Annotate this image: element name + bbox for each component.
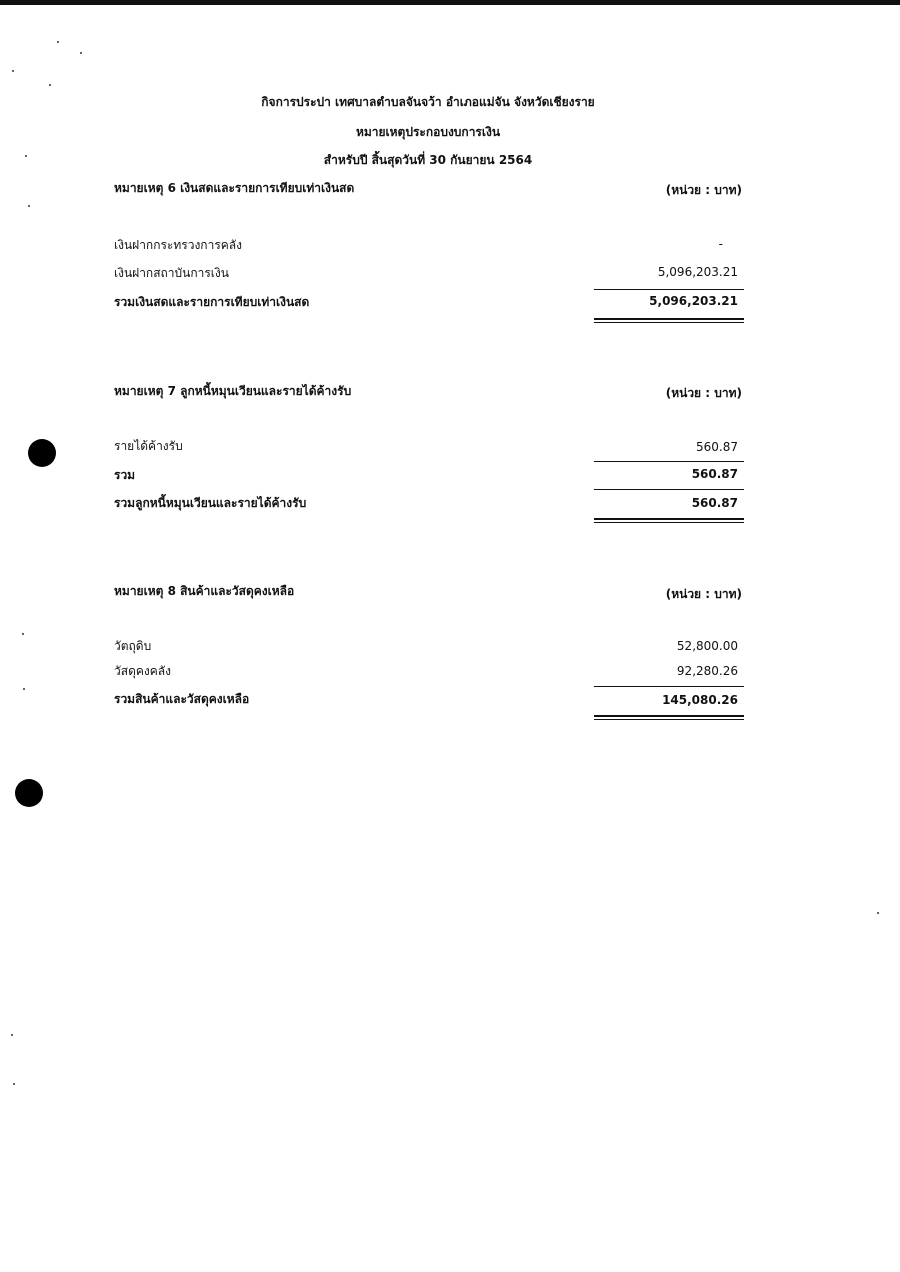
scan-speck — [57, 41, 59, 43]
scan-speck — [877, 912, 879, 914]
note-6-sum-rule — [594, 289, 744, 290]
note-6-row-treasury-value: - — [718, 237, 723, 251]
note-7-row-accrued-value: 560.87 — [696, 440, 738, 454]
note-7-title: หมายเหตุ 7 ลูกหนี้หมุนเวียนและรายได้ค้างรับ — [114, 384, 352, 398]
note-7-total-rule — [594, 489, 744, 490]
scan-speck — [80, 52, 82, 54]
note-7-total-label: รวมลูกหนี้หมุนเวียนและรายได้ค้างรับ — [114, 496, 307, 510]
note-7-subtotal-value: 560.87 — [691, 467, 738, 481]
note-8-row-rawmaterial-value: 52,800.00 — [676, 639, 738, 653]
note-7-row-accrued-label: รายได้ค้างรับ — [114, 439, 183, 453]
note-8-total-double-rule — [594, 715, 744, 720]
scan-speck — [49, 84, 51, 86]
document-title-org: กิจการประปา เทศบาลตำบลจันจว้า อำเภอแม่จัน จังหวัดเชียงราย — [261, 95, 595, 109]
note-6-title: หมายเหตุ 6 เงินสดและรายการเทียบเท่าเงินสด — [114, 181, 355, 195]
note-8-unit: (หน่วย : บาท) — [665, 587, 742, 601]
scan-top-edge — [0, 0, 900, 5]
note-8-row-rawmaterial-label: วัตถุดิบ — [114, 639, 152, 653]
document-title: หมายเหตุประกอบงบการเงิน — [355, 125, 501, 139]
note-6-row-treasury-label: เงินฝากกระทรวงการคลัง — [114, 238, 242, 252]
punch-hole-top — [28, 439, 56, 467]
scan-speck — [13, 1083, 15, 1085]
scan-speck — [11, 1034, 13, 1036]
note-8-total-value: 145,080.26 — [662, 693, 738, 707]
note-8-title: หมายเหตุ 8 สินค้าและวัสดุคงเหลือ — [114, 584, 295, 598]
note-6-row-bank-label: เงินฝากสถาบันการเงิน — [114, 266, 229, 280]
note-7-total-double-rule — [594, 518, 744, 523]
note-6-total-label: รวมเงินสดและรายการเทียบเท่าเงินสด — [114, 295, 310, 309]
note-7-unit: (หน่วย : บาท) — [665, 386, 742, 400]
document-period: สำหรับปี สิ้นสุดวันที่ 30 กันยายน 2564 — [323, 153, 533, 167]
note-7-total-value: 560.87 — [691, 496, 738, 510]
scan-speck — [28, 205, 30, 207]
note-8-row-supplies-label: วัสดุคงคลัง — [114, 664, 171, 678]
note-6-row-bank-value: 5,096,203.21 — [657, 265, 738, 279]
scan-speck — [22, 633, 24, 635]
punch-hole-bottom — [15, 779, 43, 807]
scan-speck — [23, 688, 25, 690]
note-6-total-double-rule — [594, 318, 744, 323]
note-8-row-supplies-value: 92,280.26 — [676, 664, 738, 678]
note-7-sum-rule — [594, 461, 744, 462]
note-8-total-label: รวมสินค้าและวัสดุคงเหลือ — [114, 692, 250, 706]
note-7-subtotal-label: รวม — [114, 468, 136, 482]
note-8-sum-rule — [594, 686, 744, 687]
note-6-unit: (หน่วย : บาท) — [665, 183, 742, 197]
note-6-total-value: 5,096,203.21 — [649, 294, 738, 308]
scan-speck — [12, 70, 14, 72]
